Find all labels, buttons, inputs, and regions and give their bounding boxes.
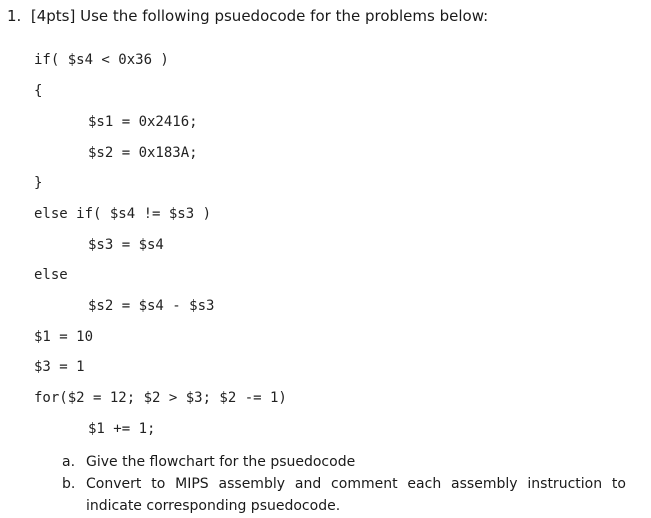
code-line: $s2 = $s4 - $s3 [88, 298, 215, 314]
code-line: $s1 = 0x2416; [88, 114, 198, 130]
subquestion-letter: b. [62, 476, 76, 492]
question-heading [7, 7, 488, 25]
subquestion-b [62, 473, 626, 517]
code-line: if( $s4 < 0x36 ) [34, 52, 169, 68]
code-line: $1 = 10 [34, 329, 94, 345]
subquestion-letter: a. [62, 454, 76, 470]
question-number: 1. [7, 7, 22, 25]
code-line: $s3 = $s4 [88, 237, 164, 253]
code-line: $1 += 1; [88, 421, 156, 437]
question-text: [4pts] Use the following psuedocode for the problems below: [30, 7, 489, 25]
subquestion-text: Convert to MIPS assembly and comment each assembly instruction to indicate corresponding psuedocode. [86, 476, 626, 514]
code-line: } [34, 175, 43, 191]
code-line: $3 = 1 [34, 359, 85, 375]
code-line: { [34, 83, 43, 99]
code-line: else if( $s4 != $s3 ) [34, 206, 212, 222]
code-line: $s2 = 0x183A; [88, 145, 198, 161]
subquestion-text: Give the flowchart for the psuedocode [86, 454, 356, 470]
code-line: else [34, 267, 68, 283]
code-line: for($2 = 12; $2 > $3; $2 -= 1) [34, 390, 287, 406]
subquestion-a [62, 451, 355, 473]
